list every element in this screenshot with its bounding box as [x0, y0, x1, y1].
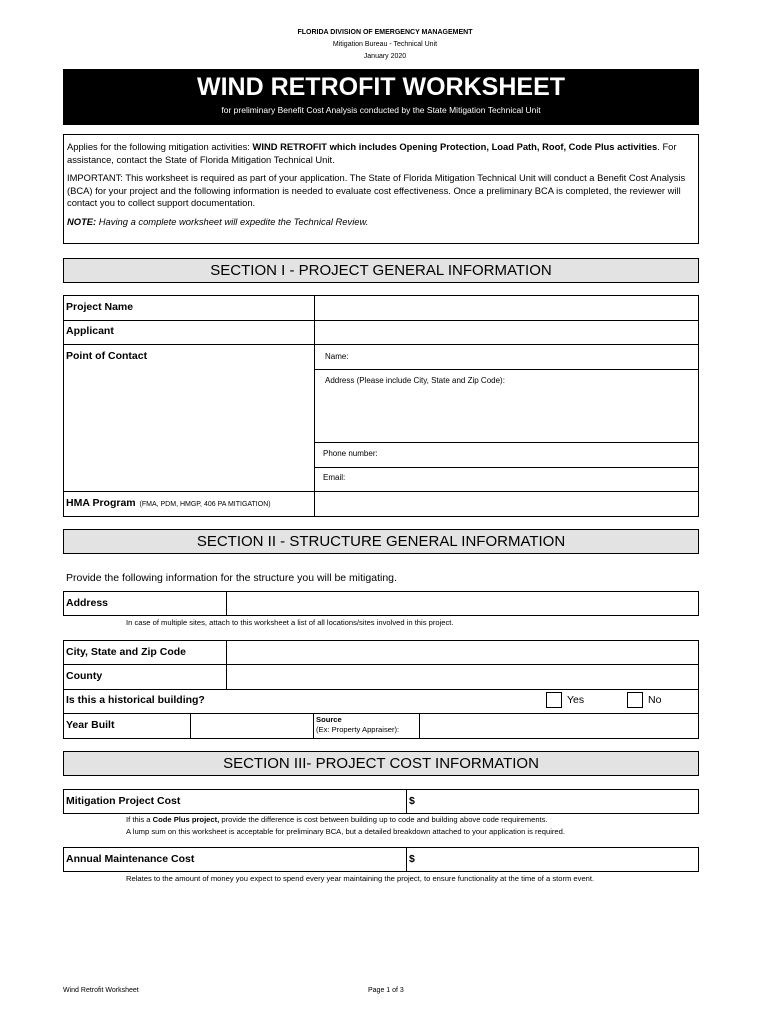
- county-label: County: [66, 670, 103, 682]
- section-1-heading: SECTION I - PROJECT GENERAL INFORMATION: [63, 258, 699, 283]
- city-state-zip-field[interactable]: [227, 641, 698, 663]
- intro-paragraph-important: IMPORTANT: This worksheet is required as part of your application. The State of Florida Mitigation Technical Unit will conduct a Benefit Cost Analysis (BCA) for your project and the following information is needed to evaluate cost effectiveness. Once a preliminary BCA is completed, the reviewer will contact you to collect support documentation.: [67, 172, 686, 208]
- contact-name-field[interactable]: [355, 345, 698, 368]
- historical-no-checkbox[interactable]: [627, 692, 643, 708]
- historical-no-label: No: [648, 694, 662, 706]
- hma-program-field[interactable]: [315, 492, 698, 516]
- intro-paragraph-activities: Applies for the following mitigation activities: WIND RETROFIT which includes Opening Protection, Load Path, Roof, Code Plus activities. For assistance, contact the State of Florida Mitigation Technical Unit.: [67, 141, 677, 165]
- maintenance-note: Relates to the amount of money you expect to spend every year maintaining the project, to ensure functionality at the time of a storm event.: [126, 874, 595, 883]
- intro-note: NOTE: Having a complete worksheet will expedite the Technical Review.: [67, 215, 369, 227]
- section-2-instructions: Provide the following information for the structure you will be mitigating.: [66, 572, 397, 584]
- city-state-zip-label: City, State and Zip Code: [66, 646, 186, 658]
- document-subtitle: for preliminary Benefit Cost Analysis conducted by the State Mitigation Technical Unit: [221, 105, 541, 115]
- maintenance-cost-label: Annual Maintenance Cost: [66, 853, 195, 865]
- intro-box: [63, 134, 699, 244]
- project-name-label: Project Name: [66, 301, 134, 313]
- contact-name-label: Name:: [325, 352, 349, 361]
- year-built-field[interactable]: [191, 714, 312, 738]
- mitigation-cost-label: Mitigation Project Cost: [66, 795, 181, 807]
- maintenance-cost-dollar: $: [409, 853, 415, 865]
- point-of-contact-label: Point of Contact: [66, 350, 148, 362]
- applicant-label: Applicant: [66, 325, 114, 337]
- mitigation-cost-dollar: $: [409, 795, 415, 807]
- historical-building-label: Is this a historical building?: [66, 694, 205, 706]
- project-name-field[interactable]: [315, 296, 698, 319]
- phone-label: Phone number:: [323, 449, 378, 458]
- title-banner: [63, 69, 699, 125]
- phone-field[interactable]: [390, 443, 698, 466]
- multiple-sites-note: In case of multiple sites, attach to this worksheet a list of all locations/sites involved in this project.: [126, 618, 454, 627]
- agency-name: FLORIDA DIVISION OF EMERGENCY MANAGEMENT: [297, 29, 473, 36]
- mitigation-cost-field[interactable]: [418, 790, 698, 813]
- year-built-label: Year Built: [66, 719, 115, 731]
- email-field[interactable]: [355, 468, 698, 490]
- email-label: Email:: [323, 473, 346, 482]
- county-field[interactable]: [227, 665, 698, 688]
- structure-address-field[interactable]: [227, 592, 698, 615]
- hma-program-label: HMA Program (FMA, PDM, HMGP, 406 PA MITIGATION): [66, 497, 271, 509]
- historical-yes-checkbox[interactable]: [546, 692, 562, 708]
- source-label: Source (Ex: Property Appraiser):: [316, 715, 400, 734]
- contact-address-field[interactable]: [315, 390, 698, 441]
- contact-address-label: Address (Please include City, State and Zip Code):: [325, 376, 505, 385]
- document-date: January 2020: [363, 53, 407, 60]
- maintenance-cost-field[interactable]: [418, 848, 698, 871]
- footer-page-number: Page 1 of 3: [368, 987, 404, 994]
- section-3-heading: SECTION III- PROJECT COST INFORMATION: [63, 751, 699, 776]
- lump-sum-note: A lump sum on this worksheet is acceptable for preliminary BCA, but a detailed breakdown attached to your application is required.: [126, 827, 565, 836]
- footer-document-name: Wind Retrofit Worksheet: [63, 987, 139, 994]
- structure-address-label: Address: [66, 597, 109, 609]
- bureau-name: Mitigation Bureau - Technical Unit: [332, 41, 438, 48]
- historical-yes-label: Yes: [567, 694, 585, 706]
- document-title: WIND RETROFIT WORKSHEET: [196, 73, 566, 101]
- applicant-field[interactable]: [315, 321, 698, 343]
- code-plus-note: If this a Code Plus project, provide the difference is cost between building up to code and building above code requirements.: [126, 815, 548, 824]
- source-field[interactable]: [420, 714, 698, 738]
- section-2-heading: SECTION II - STRUCTURE GENERAL INFORMATION: [63, 529, 699, 554]
